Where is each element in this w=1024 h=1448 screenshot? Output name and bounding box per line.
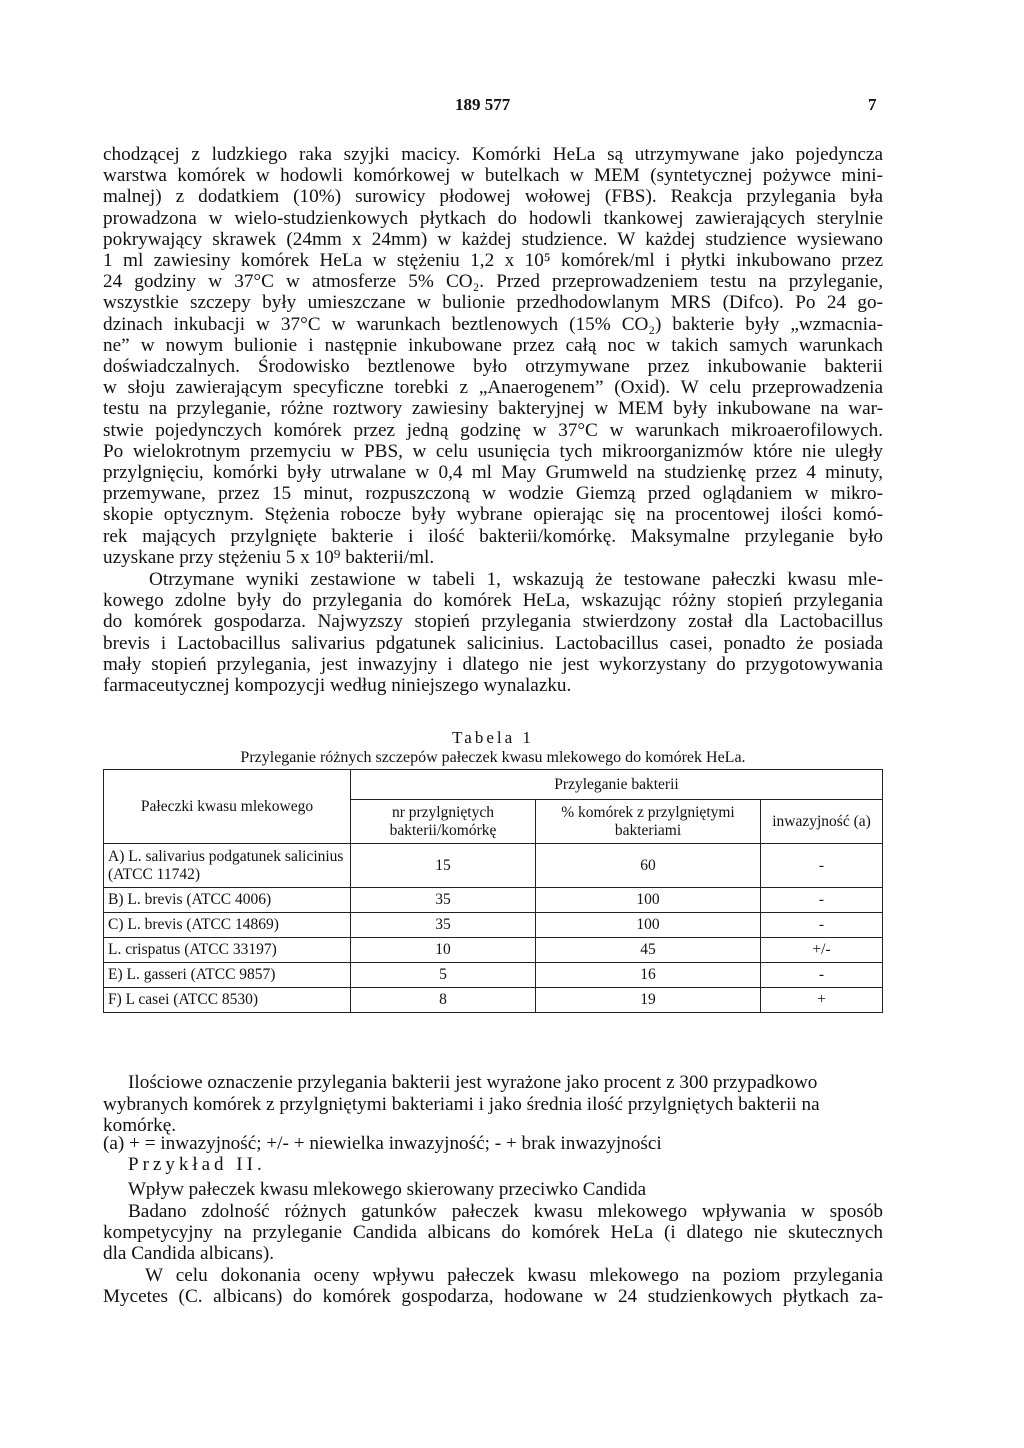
cell-adhered: 5 bbox=[351, 963, 536, 988]
text-line: W celu dokonania oceny wpływu pałeczek kwasu mlekowego na poziom przylegania bbox=[145, 1265, 883, 1286]
cell-strain: L. crispatus (ATCC 33197) bbox=[104, 938, 351, 963]
header-adhered: nr przylgniętych bakterii/komórkę bbox=[351, 800, 536, 844]
text-line: kompetycyjny na przyleganie Candida albicans do komórek HeLa (i dlatego nie skutecznych bbox=[103, 1222, 883, 1244]
table-label: Tabela 1 bbox=[452, 728, 534, 747]
cell-adhered: 35 bbox=[351, 913, 536, 938]
table-row bbox=[104, 963, 883, 988]
cell-percent: 16 bbox=[536, 963, 761, 988]
cell-adhered: 8 bbox=[351, 988, 536, 1013]
text-line: rek mających przylgnięte bakterie i ilość bakterii/komórkę. Maksymalne przyleganie było bbox=[103, 525, 883, 547]
cell-adhered: 35 bbox=[351, 888, 536, 913]
text-line: pokrywający skrawek (24mm x 24mm) w każdej studzience. W każdej studzience wysiewano bbox=[103, 228, 883, 250]
text-line: Badano zdolność różnych gatunków pałeczek kwasu mlekowego wpływania w sposób bbox=[128, 1201, 883, 1222]
table-row bbox=[104, 888, 883, 913]
table-legend bbox=[103, 1127, 883, 1155]
text-line: warstwa komórek w hodowli komórkowej w butelkach w MEM (syntetycznej pożywce mini- bbox=[103, 165, 883, 187]
cell-percent: 45 bbox=[536, 938, 761, 963]
paragraph-methods bbox=[103, 144, 883, 568]
cell-invasive: - bbox=[761, 913, 883, 938]
cell-strain: F) L casei (ATCC 8530) bbox=[104, 988, 351, 1013]
header-strain: Pałeczki kwasu mlekowego bbox=[104, 770, 351, 844]
text-line: 1 ml zawiesiny komórek HeLa w stężeniu 1,2 x 10⁵ komórek/ml i płytki inkubowano przez bbox=[103, 250, 883, 272]
cell-adhered: 10 bbox=[351, 938, 536, 963]
table-row bbox=[104, 988, 883, 1013]
text-line: Ilościowe oznaczenie przylegania bakterii jest wyrażone jako procent z 300 przypadkowo bbox=[128, 1072, 818, 1093]
table-row bbox=[104, 913, 883, 938]
cell-percent: 60 bbox=[536, 844, 761, 888]
text-line: dla Candida albicans). bbox=[103, 1243, 275, 1265]
cell-invasive: - bbox=[761, 844, 883, 888]
document-number: 189 577 bbox=[455, 95, 511, 114]
text-line: farmaceutycznej kompozycji według niniejszego wynalazku. bbox=[103, 675, 572, 697]
text-line: mały stopień przylegania, jest inwazyjny i dlatego nie jest wykorzystany do przygotowywania bbox=[103, 653, 883, 675]
text-line: prowadzona w wielo-studzienkowych płytkach do hodowli tkankowej zawierających sterylnie bbox=[103, 207, 883, 229]
cell-invasive: + bbox=[761, 988, 883, 1013]
text-line: skopie optycznym. Stężenia robocze były wybrane opierając się na procentowej ilości komó- bbox=[103, 504, 883, 526]
paragraph-example-method bbox=[103, 1265, 883, 1307]
text-line: Mycetes (C. albicans) do komórek gospodarza, hodowane w 24 studzienkowych płytkach za- bbox=[103, 1286, 883, 1308]
cell-percent: 19 bbox=[536, 988, 761, 1013]
text-line: przemywane, przez 15 minut, rozpuszczoną w wodzie Giemzą przed oglądaniem w mikro- bbox=[103, 483, 883, 505]
cell-invasive: - bbox=[761, 963, 883, 988]
text-line: uzyskane przy stężeniu 5 x 10⁹ bakterii/ml. bbox=[103, 546, 435, 568]
paragraph-results bbox=[103, 569, 883, 696]
legend-line: (a) + = inwazyjność; +/- + niewielka inwazyjność; - + brak inwazyjności bbox=[103, 1133, 662, 1154]
text-line: ne” w nowym bulionie i następnie inkubowane przez całą noc w takich samych warunkach bbox=[103, 334, 883, 356]
text-line: testu na przyleganie, różne roztwory zawiesiny bakteryjnej w MEM były inkubowane na war- bbox=[103, 398, 883, 420]
text-line: do komórek gospodarza. Najwyzszy stopień przylegania stwierdzony został dla Lactobacillus bbox=[103, 611, 883, 633]
text-line: w słoju zawierającym specyficzne torebki z „Anaerogenem” (Oxid). W celu przeprowadzenia bbox=[103, 377, 883, 399]
cell-strain: E) L. gasseri (ATCC 9857) bbox=[104, 963, 351, 988]
cell-adhered: 15 bbox=[351, 844, 536, 888]
table-row bbox=[104, 844, 883, 888]
text-line: stwie pojedynczych komórek przez jedną godzinę w 37°C w warunkach mikroaerofilowych. bbox=[103, 419, 883, 441]
page-number: 7 bbox=[868, 95, 877, 114]
table-header-row bbox=[104, 770, 883, 800]
cell-strain: B) L. brevis (ATCC 4006) bbox=[104, 888, 351, 913]
header-invasive: inwazyjność (a) bbox=[761, 800, 883, 844]
text-line: Otrzymane wyniki zestawione w tabeli 1, wskazują że testowane pałeczki kwasu mle- bbox=[149, 569, 883, 590]
text-line: przylgnięciu, komórki były utrwalane w 0,4 ml May Grumweld na studzienkę przez 4 minuty, bbox=[103, 462, 883, 484]
cell-strain: A) L. salivarius podgatunek salicinius (ATCC 11742) bbox=[104, 844, 351, 888]
adhesion-table bbox=[103, 769, 883, 1013]
cell-percent: 100 bbox=[536, 888, 761, 913]
table-row bbox=[104, 938, 883, 963]
example-title: Wpływ pałeczek kwasu mlekowego skierowany przeciwko Candida bbox=[128, 1179, 647, 1200]
text-line: malnej) z dodatkiem (10%) surowicy płodowej wołowej (FBS). Reakcja przylegania była bbox=[103, 186, 883, 208]
text-line: brevis i Lactobacillus salivarius pdgatunek salicinius. Lactobacillus casei, ponadto że posiada bbox=[103, 632, 883, 654]
text-line: chodzącej z ludzkiego raka szyjki macicy. Komórki HeLa są utrzymywane jako pojedyncza bbox=[103, 144, 883, 165]
text-line: 24 godziny w 37°C w atmosferze 5% CO₂. Przed przeprowadzeniem testu na przyleganie, bbox=[103, 271, 883, 293]
table-caption: Przyleganie różnych szczepów pałeczek kwasu mlekowego do komórek HeLa. bbox=[240, 749, 746, 766]
cell-invasive: +/- bbox=[761, 938, 883, 963]
text-line: kowego zdolne były do przylegania do komórek HeLa, wskazując różny stopień przylegania bbox=[103, 590, 883, 612]
text-line: dzinach inkubacji w 37°C w warunkach beztlenowych (15% CO₂) bakterie były „wzmacnia- bbox=[103, 313, 883, 335]
cell-percent: 100 bbox=[536, 913, 761, 938]
header-percent: % komórek z przylgniętymi bakteriami bbox=[536, 800, 761, 844]
text-line: Po wielokrotnym przemyciu w PBS, w celu usunięcia tych mikroorganizmów które nie uległy bbox=[103, 440, 883, 462]
text-line: doświadczalnych. Środowisko beztlenowe było otrzymywane przez inkubowanie bakterii bbox=[103, 356, 883, 378]
example-heading: Przykład II. bbox=[128, 1154, 266, 1175]
text-line: komórkę. bbox=[103, 1115, 177, 1136]
cell-strain: C) L. brevis (ATCC 14869) bbox=[104, 913, 351, 938]
paragraph-example-intro bbox=[103, 1201, 883, 1265]
text-line: wybranych komórek z przylgniętymi bakteriami i jako średnia ilość przylgniętych bakterii na bbox=[103, 1093, 820, 1115]
text-line: wszystkie szczepy były umieszczane w bulionie przedhodowlanym MRS (Difco). Po 24 go- bbox=[103, 292, 883, 314]
cell-invasive: - bbox=[761, 888, 883, 913]
header-adhesion-group: Przyleganie bakterii bbox=[351, 770, 883, 800]
